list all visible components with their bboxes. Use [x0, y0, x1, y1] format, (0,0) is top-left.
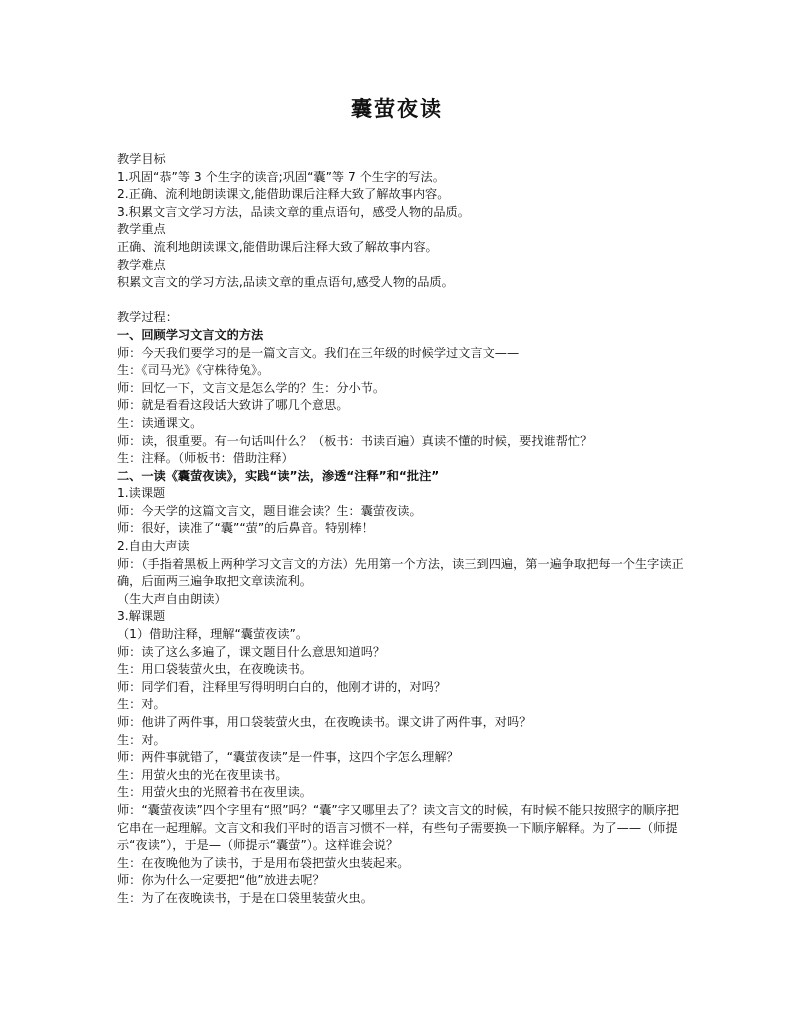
dialogue-line: 师：读了这么多遍了，课文题目什么意思知道吗？: [117, 644, 386, 659]
dialogue-line: 生：对。: [117, 732, 166, 747]
goal-item: 3.积累文言文学习方法，品读文章的重点语句，感受人物的品质。: [117, 204, 470, 219]
dialogue-line: 师：同学们看，注释里写得明明白白的，他刚才讲的，对吗？: [117, 679, 447, 694]
dialogue-line: 生：对。: [117, 697, 166, 712]
document-body: [117, 151, 687, 908]
dialogue-line: 生：为了在夜晚读书，于是在口袋里装萤火虫。: [117, 890, 373, 905]
dialogue-line: 师：就是看看这段话大致讲了哪几个意思。: [117, 398, 349, 413]
goal-item: 2.正确、流利地朗读课文,能借助课后注释大致了解故事内容。: [117, 187, 450, 202]
dialogue-line: 师：读，很重要。有一句话叫什么？（板书：书读百遍）真读不懂的时候，要找谁帮忙？: [117, 433, 593, 448]
dialogue-line: 生：用萤火虫的光在夜里读书。: [117, 767, 288, 782]
dialogue-line: 生：《司马光》《守株待兔》。: [117, 363, 270, 378]
dialogue-line: 师：今天我们要学习的是一篇文言文。我们在三年级的时候学过文言文——: [117, 345, 520, 360]
spacer: [117, 292, 687, 310]
subsection-heading: 1.读课题: [117, 486, 166, 501]
document-title: 囊萤夜读: [351, 96, 443, 121]
dialogue-line: 师：你为什么一定要把“他”放进去呢？: [117, 873, 325, 888]
difficulty-heading: 教学难点: [117, 257, 166, 272]
goal-item: 1.巩固“恭”等 3 个生字的读音;巩固“囊”等 7 个生字的写法。: [117, 169, 445, 184]
dialogue-line: （生大声自由朗读）: [117, 591, 227, 606]
section-heading: 一、回顾学习文言文的方法: [117, 327, 264, 342]
dialogue-line: （1）借助注释，理解“囊萤夜读”。: [117, 627, 309, 642]
dialogue-line: 生：读通课文。: [117, 415, 203, 430]
key-text: 正确、流利地朗读课文,能借助课后注释大致了解故事内容。: [117, 239, 438, 254]
dialogue-line: 师：两件事就错了，“囊萤夜读”是一件事，这四个字怎么理解？: [117, 750, 459, 765]
dialogue-line: 师：今天学的这篇文言文，题目谁会读？生：囊萤夜读。: [117, 503, 422, 518]
difficulty-text: 积累文言文的学习方法,品读文章的重点语句,感受人物的品质。: [117, 275, 454, 290]
key-heading: 教学重点: [117, 222, 166, 237]
dialogue-line: 生：注释。（师板书：借助注释）: [117, 451, 294, 466]
dialogue-line: 师：（手指着黑板上两种学习文言文的方法）先用第一个方法，读三到四遍，第一遍争取把每一个生字读正确，后面两三遍争取把文章读流利。: [117, 556, 684, 589]
dialogue-line: 生：用萤火虫的光照着书在夜里读。: [117, 785, 312, 800]
dialogue-line: 师：“囊萤夜读”四个字里有“照”吗？“囊”字又哪里去了？读文言文的时候，有时候不能只按照字的顺序把它串在一起理解。文言文和我们平时的语言习惯不一样，有些句子需要换一下顺序解释。为了——（师提示“夜读”），于是—（师提示“囊萤”）。这样谁会说？: [117, 802, 679, 853]
dialogue-line: 生：在夜晚他为了读书，于是用布袋把萤火虫装起来。: [117, 855, 410, 870]
section-heading: 二、一读《囊萤夜读》，实践“读”法，渗透“注释”和“批注”: [117, 468, 440, 483]
subsection-heading: 2.自由大声读: [117, 539, 190, 554]
goals-heading: 教学目标: [117, 152, 166, 166]
dialogue-line: 生：用口袋装萤火虫，在夜晚读书。: [117, 662, 312, 677]
dialogue-line: 师：很好，读准了“囊”“萤”的后鼻音。特别棒！: [117, 521, 374, 536]
subsection-heading: 3.解课题: [117, 609, 166, 624]
dialogue-line: 师：回忆一下，文言文是怎么学的？生：分小节。: [117, 380, 386, 395]
process-heading: 教学过程：: [117, 310, 178, 325]
dialogue-line: 师：他讲了两件事，用口袋装萤火虫，在夜晚读书。课文讲了两件事，对吗？: [117, 715, 532, 729]
